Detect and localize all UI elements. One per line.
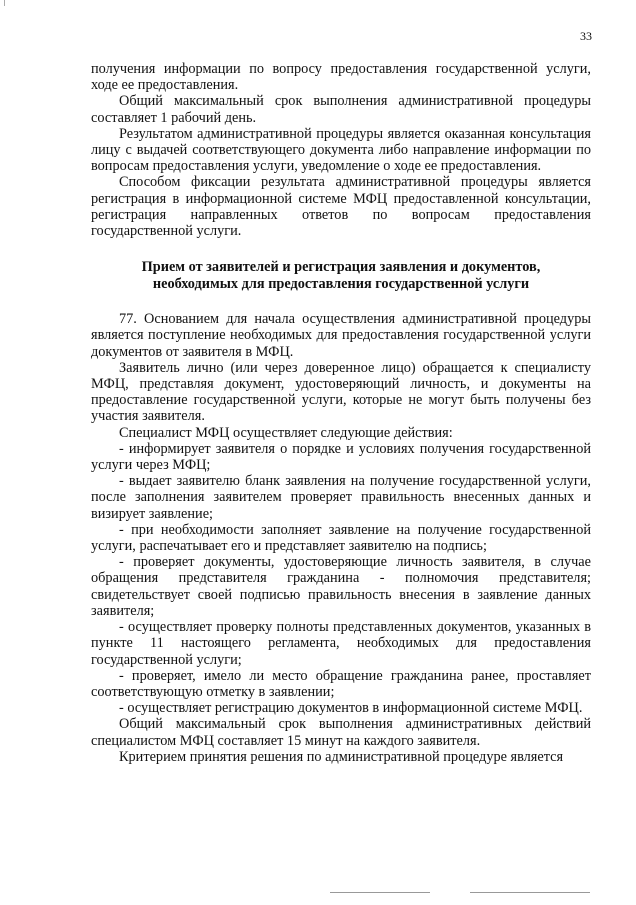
section-heading-line-1: Прием от заявителей и регистрация заявления и документов,: [141, 259, 541, 276]
paragraph-applicant: Заявитель лично (или через доверенное лицо) обращается к специалисту МФЦ, представляя документ, удостоверяющий личность, и документы на предоставление государственной услуги, которые не могут быть получены без участия заявителя.: [91, 359, 591, 425]
paragraph-max-term-actions: Общий максимальный срок выполнения административных действий специалистом МФЦ составляет 15 минут на каждого заявителя.: [91, 716, 591, 749]
section-heading-line-2: необходимых для предоставления государственной услуги: [152, 276, 530, 293]
list-item-checks-documents: - проверяет документы, удостоверяющие личность заявителя, в случае обращения представителя гражданина - полномочия представителя; свидетельствует своей подписью правильность внесения в заявление данных заявителя;: [91, 554, 591, 619]
paragraph-result: Результатом административной процедуры является оказанная консультация лицу с выдачей соответствующего документа либо направление информации по вопросам предоставления услуги, уведомление о ходе ее предоставления.: [91, 125, 591, 175]
list-item-informs: - информирует заявителя о порядке и условиях получения государственной услуги через МФЦ;: [91, 440, 591, 474]
paragraph-criterion: Критерием принятия решения по административной процедуре является: [119, 748, 564, 765]
document-body: [91, 61, 591, 765]
list-item-checks-completeness: - осуществляет проверку полноты представленных документов, указанных в пункте 11 настоящего регламента, необходимых для предоставления государственной услуги;: [91, 619, 591, 668]
list-item-fills-form: - при необходимости заполняет заявление на получение государственной услуги, распечатывает его и представляет заявителю на подпись;: [91, 521, 591, 555]
paragraph-max-term: Общий максимальный срок выполнения административной процедуры составляет 1 рабочий день.: [91, 93, 591, 126]
paragraph-continuation: получения информации по вопросу предоставления государственной услуги, ходе ее предоставления.: [91, 61, 591, 94]
scan-corner-mark: [4, 0, 13, 6]
paragraph-specialist-actions: Специалист МФЦ осуществляет следующие действия:: [119, 424, 453, 441]
list-item-checks-previous: - проверяет, имело ли место обращение гражданина ранее, проставляет соответствующую отметку в заявлении;: [91, 667, 591, 700]
scan-artifact-line: [470, 892, 590, 893]
list-item-registers: - осуществляет регистрацию документов в информационной системе МФЦ.: [119, 700, 583, 717]
paragraph-fixation: Способом фиксации результата административной процедуры является регистрация в информационной системе МФЦ предоставленной консультации, регистрация направленных ответов по вопросам предоставления государственной услуги.: [91, 174, 591, 240]
list-item-issues-form: - выдает заявителю бланк заявления на получение государственной услуги, после заполнения заявителем проверяет правильность внесенных данных и визирует заявление;: [91, 473, 591, 522]
paragraph-item-77: 77. Основанием для начала осуществления административной процедуры является поступление необходимых для предоставления государственной услуги документов от заявителя в МФЦ.: [91, 311, 591, 360]
page-number: 33: [580, 29, 592, 43]
scan-artifact-line: [330, 892, 430, 893]
